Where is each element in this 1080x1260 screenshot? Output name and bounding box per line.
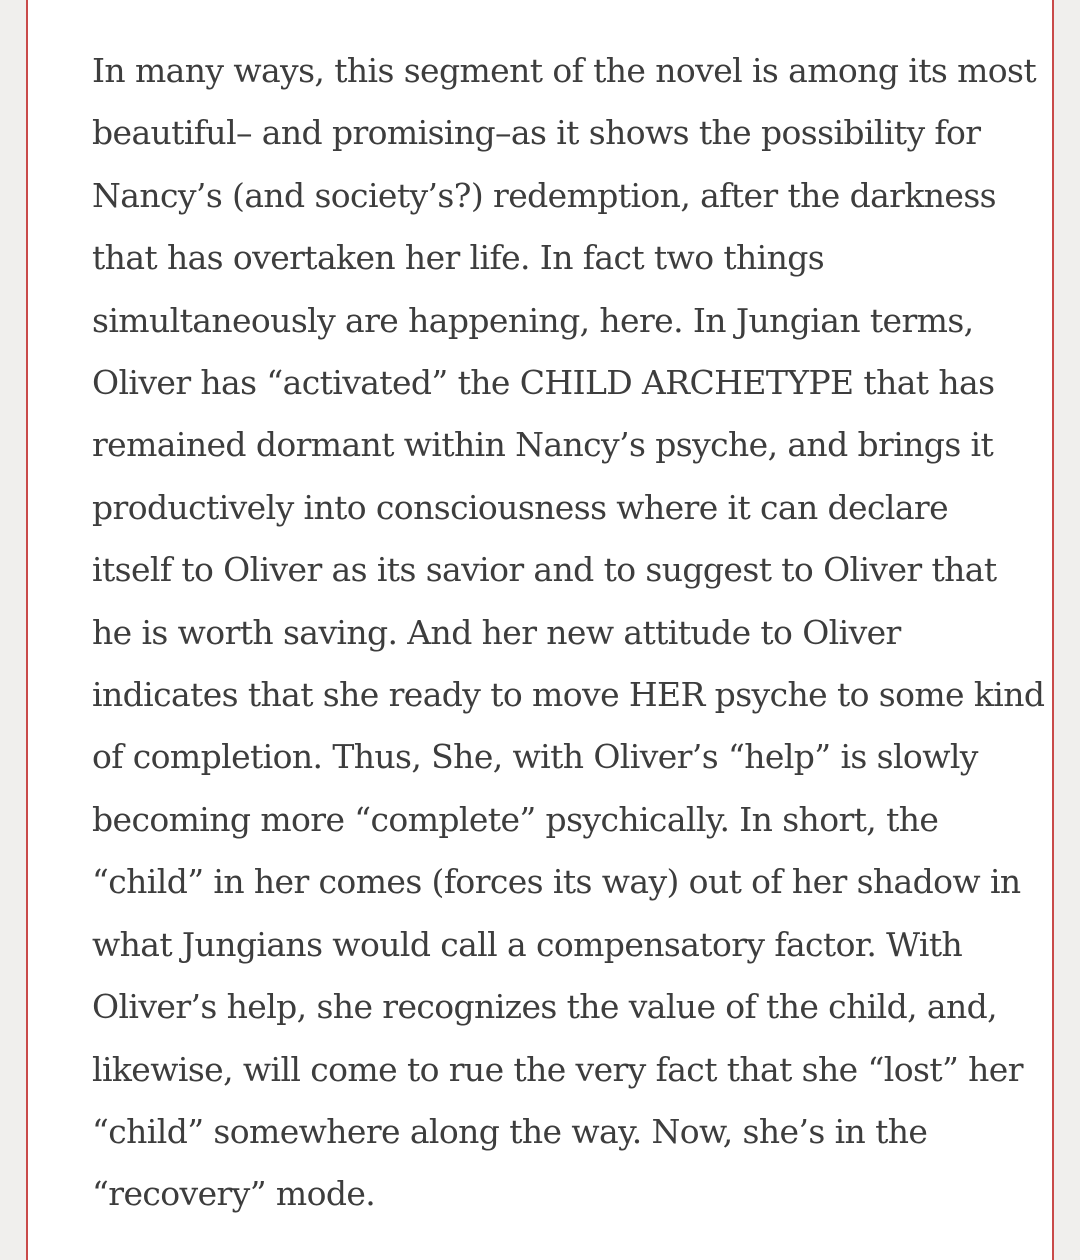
article-paragraph — [92, 40, 1052, 1226]
paragraph-line: beautiful– and promising–as it shows the possibility for — [92, 113, 981, 153]
paragraph-line: remained dormant within Nancy’s psyche, and brings it — [92, 425, 994, 465]
paragraph-line: Nancy’s (and society’s?) redemption, after the darkness — [92, 175, 997, 215]
paragraph-line: that has overtaken her life. In fact two things — [92, 238, 825, 278]
paragraph-line: “child” somewhere along the way. Now, she’s in the — [92, 1111, 928, 1151]
paragraph-line: “recovery” mode. — [92, 1174, 376, 1214]
paragraph-line: he is worth saving. And her new attitude to Oliver — [92, 612, 901, 652]
paragraph-line: Oliver has “activated” the CHILD ARCHETYPE that has — [92, 363, 995, 403]
paragraph-line: In many ways, this segment of the novel is among its most — [92, 51, 1037, 90]
paragraph-line: Oliver’s help, she recognizes the value of the child, and, — [92, 987, 998, 1027]
paragraph-line: likewise, will come to rue the very fact that she “lost” her — [92, 1049, 1023, 1089]
paragraph-line: what Jungians would call a compensatory factor. With — [92, 924, 963, 964]
paragraph-line: productively into consciousness where it can declare — [92, 487, 948, 527]
paragraph-line: indicates that she ready to move HER psyche to some kind — [92, 675, 1045, 715]
paragraph-line: “child” in her comes (forces its way) out of her shadow in — [92, 862, 1021, 902]
paragraph-line: of completion. Thus, She, with Oliver’s “help” is slowly — [92, 737, 978, 777]
paragraph-line: simultaneously are happening, here. In Jungian terms, — [92, 300, 974, 340]
paragraph-line: itself to Oliver as its savior and to suggest to Oliver that — [92, 550, 997, 590]
article-page — [26, 0, 1054, 1260]
paragraph-line: becoming more “complete” psychically. In short, the — [92, 799, 939, 839]
